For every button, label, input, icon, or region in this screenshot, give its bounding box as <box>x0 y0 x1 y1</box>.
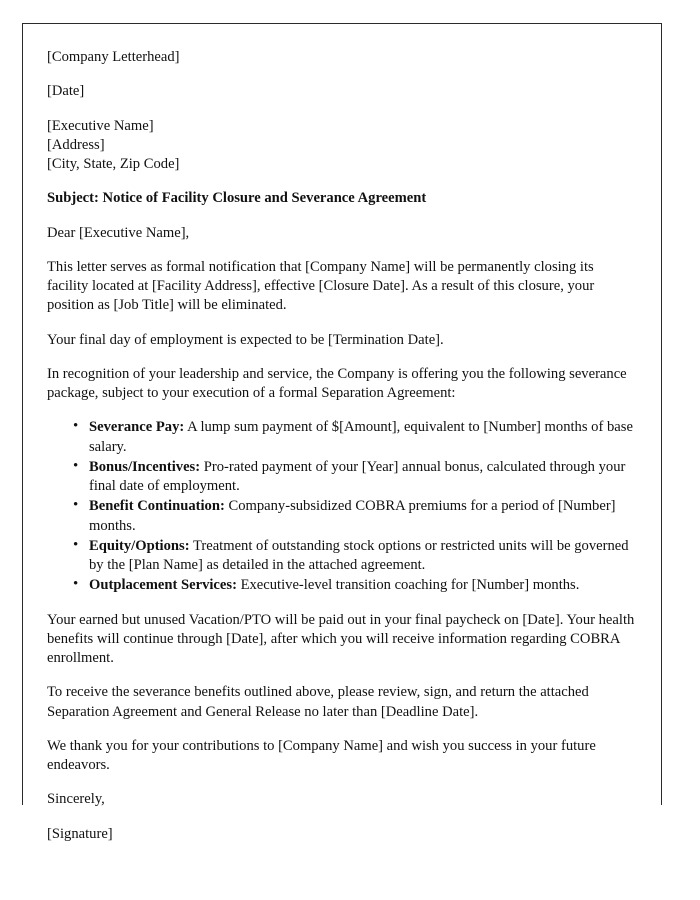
list-item <box>89 576 635 595</box>
benefit-label: Severance Pay: <box>89 419 185 436</box>
benefit-text: Company-subsidized COBRA premiums for a period of [Number] months. <box>89 498 616 534</box>
benefit-text: A lump sum payment of $[Amount], equivalent to [Number] months of base salary. <box>89 419 633 455</box>
recipient-address-block <box>47 117 635 175</box>
list-item <box>89 418 635 457</box>
benefit-text: Pro-rated payment of your [Year] annual bonus, calculated through your final date of employment. <box>89 458 626 494</box>
letter-body <box>47 48 635 844</box>
paragraph-vacation-benefits: Your earned but unused Vacation/PTO will be paid out in your final paycheck on [Date]. Your health benefits will continue through [Date], after which you will receive information regarding COBRA enrollment. <box>47 611 635 666</box>
list-item <box>89 497 635 536</box>
recipient-city-state-zip: [City, State, Zip Code] <box>47 156 180 172</box>
benefit-text: Executive-level transition coaching for [Number] months. <box>236 577 580 594</box>
company-letterhead: [Company Letterhead] <box>47 49 180 65</box>
list-item <box>89 537 635 576</box>
recipient-name: [Executive Name] <box>47 117 154 134</box>
benefit-label: Bonus/Incentives: <box>89 458 201 475</box>
paragraph-action-required: To receive the severance benefits outlined above, please review, sign, and return the attached Separation Agreement and General Release no later than [Deadline Date]. <box>47 684 589 720</box>
list-item <box>89 458 635 497</box>
valediction: Sincerely, <box>47 791 105 808</box>
letter-page <box>22 23 662 842</box>
paragraph-severance-intro: In recognition of your leadership and service, the Company is offering you the following severance package, subject to your execution of a formal Separation Agreement: <box>47 365 627 401</box>
subject-line: Subject: Notice of Facility Closure and Severance Agreement <box>47 190 427 207</box>
recipient-street: [Address] <box>47 136 105 153</box>
severance-benefits-list <box>47 418 635 595</box>
paragraph-final-day: Your final day of employment is expected to be [Termination Date]. <box>47 331 444 348</box>
salutation: Dear [Executive Name], <box>47 224 190 241</box>
benefit-label: Benefit Continuation: <box>89 498 225 515</box>
benefit-label: Outplacement Services: <box>89 577 237 594</box>
paragraph-notification: This letter serves as formal notification that [Company Name] will be permanently closing its facility located at [Facility Address], effective [Closure Date]. As a result of this closure, your position as [Job Title] will be eliminated. <box>47 258 595 314</box>
letter-date: [Date] <box>47 83 85 100</box>
benefit-text: Treatment of outstanding stock options or restricted units will be governed by the [Plan Name] as detailed in the attached agreement. <box>89 537 629 573</box>
signature-placeholder: [Signature] <box>47 825 113 842</box>
paragraph-thanks: We thank you for your contributions to [Company Name] and wish you success in your future endeavors. <box>47 737 596 773</box>
benefit-label: Equity/Options: <box>89 537 190 554</box>
